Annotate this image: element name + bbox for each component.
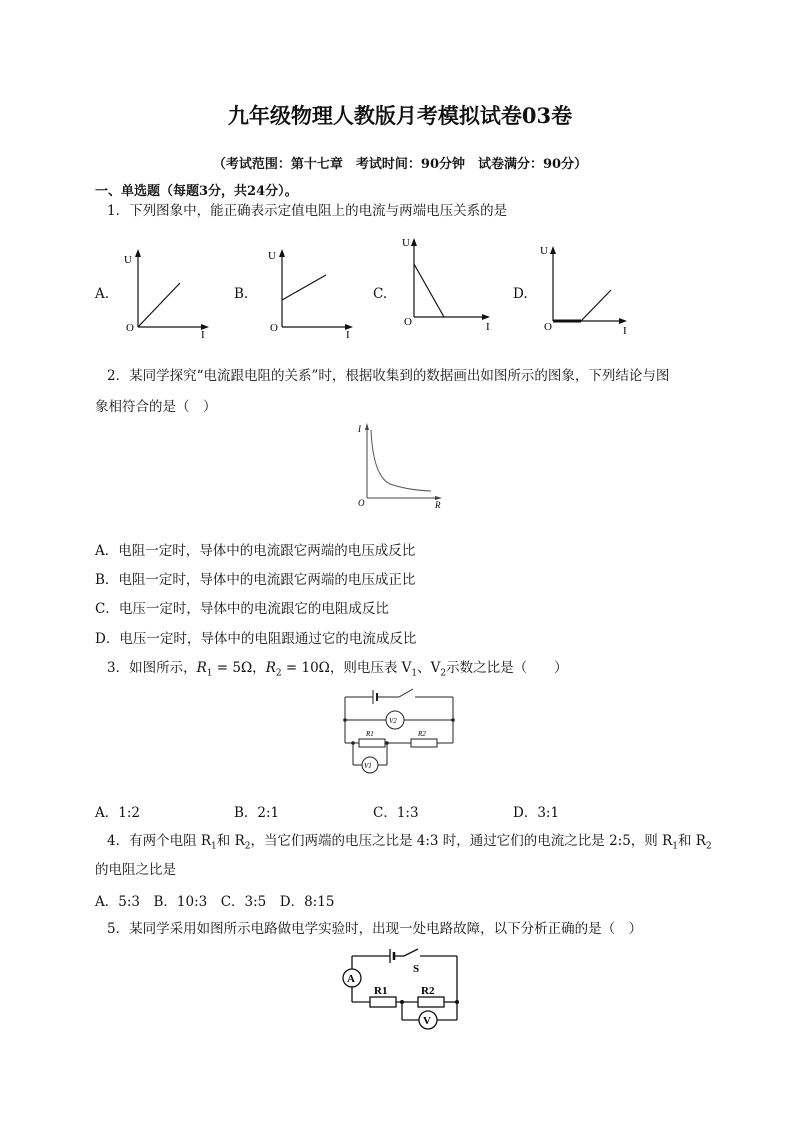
q1-graph-b (262, 245, 362, 340)
svg-text:O: O (404, 316, 412, 328)
svg-text:I: I (358, 424, 361, 434)
q2-option-b: B．电阻一定时，导体中的电流跟它两端的电压成正比 (95, 572, 416, 588)
svg-text:V2: V2 (389, 717, 397, 725)
svg-text:R1: R1 (374, 985, 388, 997)
q3-option-c: C．1:3 (373, 805, 419, 821)
question-5-stem: 5．某同学采用如图所示电路做电学实验时，出现一处电路故障，以下分析正确的是（ ） (107, 921, 643, 937)
question-4-stem-line2: 的电阻之比是 (95, 862, 176, 878)
q1-graph-a (118, 245, 218, 340)
svg-text:V: V (423, 1015, 431, 1027)
q1-graph-d (535, 238, 635, 338)
svg-text:O: O (126, 322, 134, 334)
svg-text:U: U (402, 237, 410, 249)
q1-graph-c (398, 232, 498, 332)
svg-text:S: S (413, 963, 420, 975)
q2-option-c: C．电压一定时，导体中的电流跟它的电阻成反比 (95, 601, 389, 617)
q2-option-a: A．电阻一定时，导体中的电流跟它两端的电压成反比 (95, 543, 416, 559)
question-2-stem-line1: 2．某同学探究“电流跟电阻的关系”时，根据收集到的数据画出如图所示的图象，下列结论与图 (107, 368, 670, 384)
svg-text:U: U (268, 250, 276, 262)
svg-text:V1: V1 (364, 762, 372, 770)
svg-text:R: R (435, 500, 441, 510)
q4-options: A．5:3 B．10:3 C．3:5 D．8:15 (95, 894, 335, 910)
question-4-stem-line1: 4．有两个电阻 $R_1$和 $R_2$，当它们两端的电压之比是 4:3 时，通过它们的电流之比是 2:5，则 $R_1$和 $R_2$ (107, 833, 712, 852)
q1-option-b-label: B. (234, 286, 249, 302)
svg-text:U: U (540, 245, 548, 257)
q5-circuit-diagram (332, 942, 472, 1037)
svg-text:O: O (544, 321, 552, 333)
question-2-stem-line2: 象相符合的是（ ） (95, 399, 217, 415)
svg-text:U: U (124, 254, 132, 266)
svg-text:I: I (486, 321, 490, 332)
section-heading: 一、单选题（每题3分，共24分）。 (95, 184, 298, 199)
q1-option-c-label: C. (373, 286, 388, 302)
q3-option-d: D．3:1 (513, 805, 560, 821)
svg-text:R2: R2 (421, 985, 435, 997)
question-1-stem: 1．下列图象中，能正确表示定值电阻上的电流与两端电压关系的是 (107, 203, 508, 219)
svg-text:R2: R2 (418, 730, 426, 738)
q2-graph-i-r (355, 418, 450, 513)
exam-subtitle: （考试范围：第十七章 考试时间：90分钟 试卷满分：90分） (212, 157, 588, 172)
svg-text:R1: R1 (366, 730, 374, 738)
q3-option-b: B．2:1 (234, 805, 280, 821)
q1-option-a-label: A. (95, 286, 110, 302)
question-3-stem: 3．如图所示，$R_1 = 5\Omega$，$R_2 = 10\Omega$，则电压表 $V_1$、$V_2$示数之比是（ ） (107, 660, 568, 679)
q1-option-d-label: D. (513, 286, 528, 302)
exam-title: 九年级物理人教版月考模拟试卷03卷 (227, 103, 573, 128)
q2-option-d: D．电压一定时，导体中的电阻跟通过它的电流成反比 (95, 631, 417, 647)
svg-text:A: A (347, 973, 355, 985)
svg-text:O: O (270, 322, 278, 334)
svg-text:I: I (346, 329, 350, 340)
q3-circuit-diagram (335, 683, 465, 778)
q3-option-a: A．1:2 (95, 805, 140, 821)
svg-text:I: I (623, 325, 627, 337)
svg-text:I: I (201, 329, 205, 340)
svg-text:O: O (358, 498, 365, 508)
